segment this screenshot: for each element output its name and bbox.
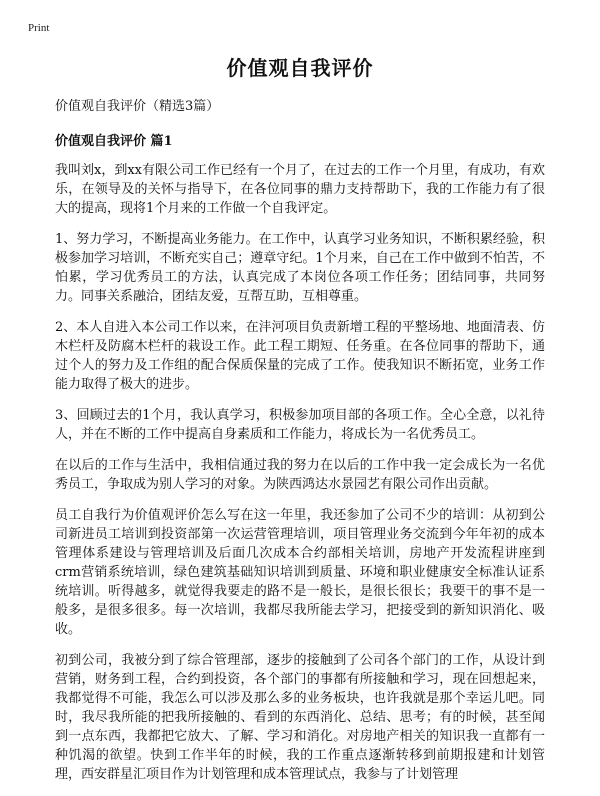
paragraph: 3、回顾过去的1个月，我认真学习，积极参加项目部的各项工作。全心全意，以礼待人，并在不断的工作中提高自身素质和工作能力，将成长为一名优秀员工。 (55, 408, 545, 442)
section-heading: 价值观自我评价 篇1 (55, 134, 173, 149)
paragraph: 2、本人自进入本公司工作以来，在沣河项目负责新增工程的平整场地、地面清表、仿木栏杆及防腐木栏杆的栽设工作。此工程工期短、任务重。在各位同事的帮助下，通过个人的努力及工作组的配合保质保量的完成了工作。使我知识不断拓宽，业务工作能力取得了极大的进步。 (55, 320, 545, 392)
paragraph: 1、努力学习，不断提高业务能力。在工作中，认真学习业务知识，不断积累经验，积极参加学习培训，不断充实自己；遵章守纪。1个月来，自己在工作中做到不怕苦，不怕累，学习优秀员工的方法，认真完成了本岗位各项工作任务；团结同事，共同努力。同事关系融洽，团结友爱，互帮互助，互相尊重。 (55, 232, 545, 304)
paragraph: 我叫刘x，到xx有限公司工作已经有一个月了，在过去的工作一个月里，有成功，有欢乐，在领导及的关怀与指导下，在各位同事的鼎力支持帮助下，我的工作能力有了很大的提高，现将1个月来的工作做一个自我评定。 (55, 163, 545, 216)
paragraph: 在以后的工作与生活中，我相信通过我的努力在以后的工作中我一定会成长为一名优秀员工，争取成为别人学习的对象。为陕西鸿达水景园艺有限公司作出贡献。 (55, 458, 545, 492)
document-title: 价值观自我评价 (226, 56, 374, 80)
paragraph: 员工自我行为价值观评价怎么写在这一年里，我还参加了公司不少的培训：从初到公司新进员工培训到投资部第一次运营管理培训，项目管理业务交流到今年年初的成本管理体系建设与管理培训及后面几次成本合约部相关培训，房地产开发流程讲座到crm营销系统培训，绿色建筑基础知识培训到质量、环境和职业健康安全标准认证系统培训。听得越多，就觉得我要走的路不是一般长，是很长很长；我要干的事不是一般多，是很多很多。每一次培训，我都尽我所能去学习，把接受到的新知识消化、吸收。 (55, 508, 545, 637)
paragraph: 初到公司，我被分到了综合管理部，逐步的接触到了公司各个部门的工作，从设计到营销，财务到工程，合约到投资，各个部门的事都有所接触和学习，现在回想起来，我都觉得不可能，我怎么可以涉及那么多的业务板块，也许我就是那个幸运儿吧。同时，我尽我所能的把我所接触的、看到的东西消化、总结、思考；有的时候，甚至闻到一点东西，我都把它放大、了解、学习和消化。对房地产相关的知识我一直都有一种饥渴的欲望。快到工作半年的时候，我的工作重点逐渐转移到前期报建和计划管理，西安群星汇项目作为计划管理和成本管理试点，我参与了计划管理 (55, 653, 545, 782)
document-page (55, 52, 545, 796)
print-link[interactable]: Print (28, 22, 50, 34)
document-subtitle: 价值观自我评价（精选3篇） (55, 99, 220, 114)
